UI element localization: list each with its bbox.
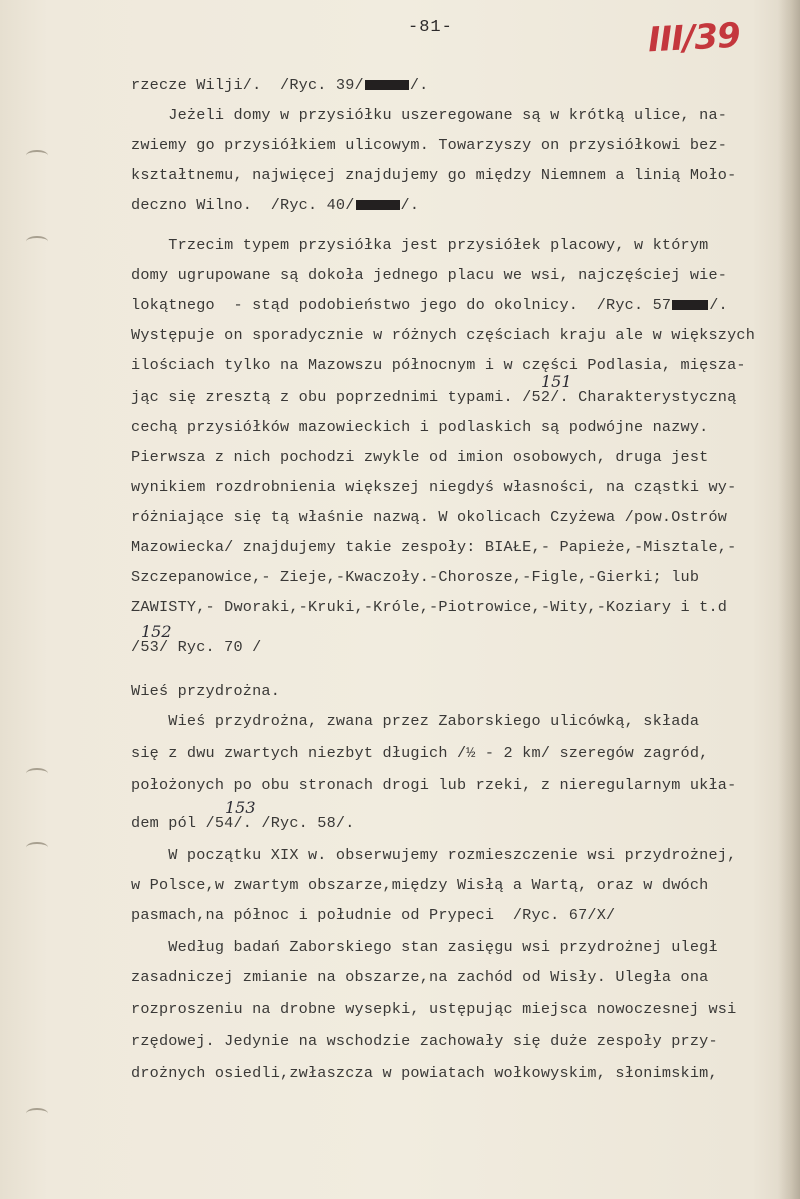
binder-hole-mark <box>26 768 48 779</box>
body-line: Pierwsza z nich pochodzi zwykle od imion osobowych, druga jest <box>131 448 709 466</box>
binder-hole-mark <box>26 1108 48 1119</box>
body-line: lokątnego - stąd podobieństwo jego do okolnicy. /Ryc. 57 /. <box>131 296 728 314</box>
redacted-mark <box>672 300 708 310</box>
redacted-mark <box>356 200 400 210</box>
body-line: Trzecim typem przysiółka jest przysiółek placowy, w którym <box>131 236 709 254</box>
body-line: jąc się zresztą z obu poprzednimi typami. /52/. Charakterystyczną <box>131 388 737 406</box>
page-fold-edge <box>778 0 800 1199</box>
body-line: Według badań Zaborskiego stan zasięgu wsi przydrożnej uległ <box>131 938 718 956</box>
handwritten-footnote-number: 153 <box>225 798 256 817</box>
body-line: Jeżeli domy w przysiółku uszeregowane są w krótką ulice, na- <box>131 106 728 124</box>
body-line: deczno Wilno. /Ryc. 40/ /. <box>131 196 420 214</box>
body-line: ZAWISTY,- Dworaki,-Kruki,-Króle,-Piotrowice,-Wity,-Koziary i t.d <box>131 598 728 616</box>
body-line: dem pól /54/. /Ryc. 58/. <box>131 814 355 832</box>
body-line: zwiemy go przysiółkiem ulicowym. Towarzyszy on przysiółkowi bez- <box>131 136 728 154</box>
body-line: Wieś przydrożna, zwana przez Zaborskiego ulicówką, składa <box>131 712 700 730</box>
body-line: rzędowej. Jedynie na wschodzie zachowały się duże zespoły przy- <box>131 1032 718 1050</box>
body-line: Szczepanowice,- Zieje,-Kwaczoły.-Chorosze,-Figle,-Gierki; lub <box>131 568 700 586</box>
handwritten-footnote-number: 151 <box>541 372 572 391</box>
body-line: drożnych osiedli,zwłaszcza w powiatach wołkowyskim, słonimskim, <box>131 1064 718 1082</box>
body-line: zasadniczej zmianie na obszarze,na zachód od Wisły. Uległa ona <box>131 968 709 986</box>
body-line: cechą przysiółków mazowieckich i podlaskich są podwójne nazwy. <box>131 418 709 436</box>
archive-number-stamp: III/39 <box>647 15 741 61</box>
page-number: -81- <box>408 18 453 37</box>
body-line: w Polsce,w zwartym obszarze,między Wisłą a Wartą, oraz w dwóch <box>131 876 709 894</box>
binder-hole-mark <box>26 150 48 161</box>
body-line: się z dwu zwartych niezbyt długich /½ - 2 km/ szeregów zagród, <box>131 744 709 762</box>
binder-hole-mark <box>26 842 48 853</box>
body-line: rzecze Wilji/. /Ryc. 39/ /. <box>131 76 429 94</box>
body-line: wynikiem rozdrobnienia większej niegdyś własności, na cząstki wy- <box>131 478 737 496</box>
binder-hole-mark <box>26 236 48 247</box>
body-line: pasmach,na północ i południe od Prypeci /Ryc. 67/X/ <box>131 906 616 924</box>
body-line: różniające się tą właśnie nazwą. W okolicach Czyżewa /pow.Ostrów <box>131 508 728 526</box>
body-line: Mazowiecka/ znajdujemy takie zespoły: BIAŁE,- Papieże,-Misztale,- <box>131 538 737 556</box>
body-line: położonych po obu stronach drogi lub rzeki, z nieregularnym ukła- <box>131 776 737 794</box>
body-line: ilościach tylko na Mazowszu północnym i w części Podlasia, mięsza- <box>131 356 746 374</box>
handwritten-footnote-number: 152 <box>141 622 172 641</box>
section-heading: Wieś przydrożna. <box>131 682 281 700</box>
body-line: /53/ Ryc. 70 / <box>131 638 262 656</box>
body-line: rozproszeniu na drobne wysepki, ustępując miejsca nowoczesnej wsi <box>131 1000 737 1018</box>
redacted-mark <box>365 80 409 90</box>
body-line: domy ugrupowane są dokoła jednego placu we wsi, najczęściej wie- <box>131 266 728 284</box>
body-line: kształtnemu, najwięcej znajdujemy go między Niemnem a linią Moło- <box>131 166 737 184</box>
body-line: W początku XIX w. obserwujemy rozmieszczenie wsi przydrożnej, <box>131 846 737 864</box>
body-line: Występuje on sporadycznie w różnych częściach kraju ale w większych <box>131 326 756 344</box>
